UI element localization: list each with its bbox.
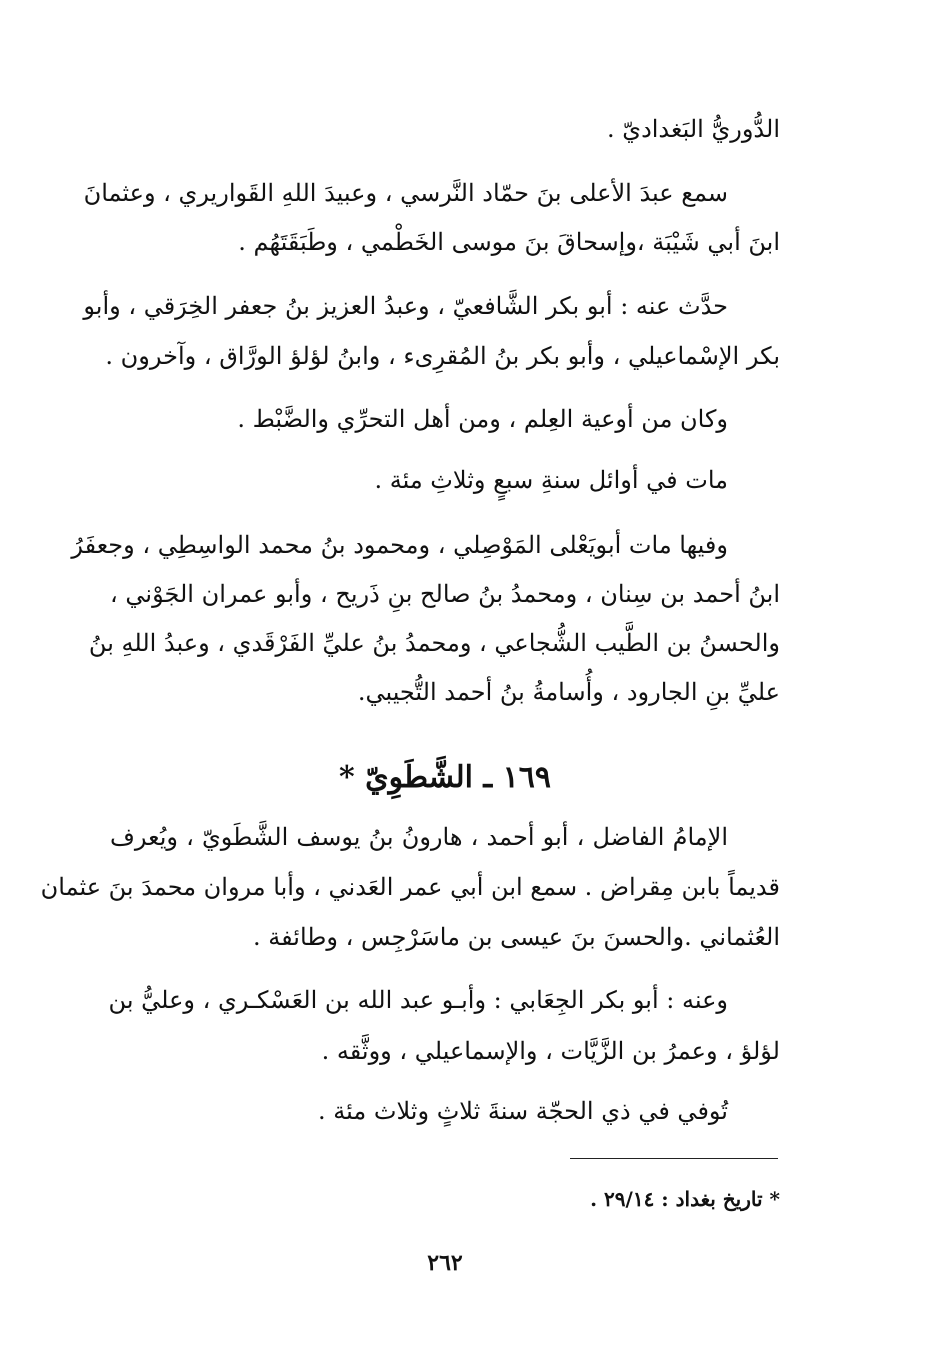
text-line-17: تُوفي في ذي الحجّة سنةَ ثلاثٍ وثلاث مئة .	[318, 1097, 728, 1125]
text-line-10: والحسنُ بن الطَّيب الشُّجاعي ، ومحمدُ بنُ عليِّ الفَرْقَدي ، وعبدُ اللهِ بنُ	[88, 629, 780, 657]
text-line-15: وعنه : أبو بكر الجِعَابي : وأبـو عبد الله بن العَسْكـري ، وعليُّ بن	[108, 986, 728, 1014]
text-line-14: العُثماني .والحسنَ بنَ عيسى بن ماسَرْجِس ، وطائفة .	[253, 923, 780, 951]
text-line-11: عليِّ بنِ الجارود ، وأُسامةُ بنُ أحمد التُّجيبي.	[357, 678, 780, 706]
text-line-12: الإمامُ الفاضل ، أبو أحمد ، هارونُ بنُ يوسف الشَّطَويّ ، ويُعرف	[110, 823, 728, 851]
text-line-9: ابنُ أحمد بن سِنان ، ومحمدُ بنُ صالح بنِ ذَريح ، وأبو عمران الجَوْني ،	[110, 580, 780, 608]
text-line-6: وكان من أوعية العِلم ، ومن أهل التحرِّي والضَّبْط .	[237, 405, 728, 433]
text-line-4: حدَّث عنه : أبو بكر الشَّافعيّ ، وعبدُ العزيز بنُ جعفر الخِرَقي ، وأبو	[83, 292, 728, 320]
text-line-16: لؤلؤ ، وعمرُ بن الزَّيَّات ، والإسماعيلي ، ووثَّقه .	[321, 1037, 780, 1065]
text-line-3: ابنَ أبي شَيْبَة ،وإسحاقَ بنَ موسى الخَطْمي ، وطَبَقَتَهُم .	[238, 228, 780, 256]
text-line-13: قديماً بابن مِقراض . سمع ابن أبي عمر العَدني ، وأبا مروان محمدَ بنَ عثمان	[40, 873, 780, 901]
text-line-1: الدُّوريُّ البَغداديّ .	[607, 115, 780, 143]
biography-heading: ١٦٩ ـ الشَّطَوِيّ *	[339, 760, 551, 795]
footnote: * تاريخ بغداد : ٢٩/١٤ .	[590, 1187, 780, 1211]
footnote-separator	[570, 1158, 778, 1159]
text-line-5: بكر الإسْماعيلي ، وأبو بكر بنُ المُقرِىء ، وابنُ لؤلؤ الورَّاق ، وآخرون .	[105, 342, 780, 370]
page-number: ٢٦٢	[427, 1250, 463, 1276]
text-line-2: سمع عبدَ الأعلى بنَ حمّاد النَّرسي ، وعبيدَ اللهِ القَواريري ، وعثمانَ	[83, 179, 728, 207]
text-line-8: وفيها مات أبويَعْلى المَوْصِلي ، ومحمود بنُ محمد الواسِطِي ، وجعفَرُ	[71, 531, 728, 559]
book-page	[40, 0, 780, 1369]
text-line-7: مات في أوائل سنةِ سبعٍ وثلاثِ مئة .	[374, 466, 728, 494]
